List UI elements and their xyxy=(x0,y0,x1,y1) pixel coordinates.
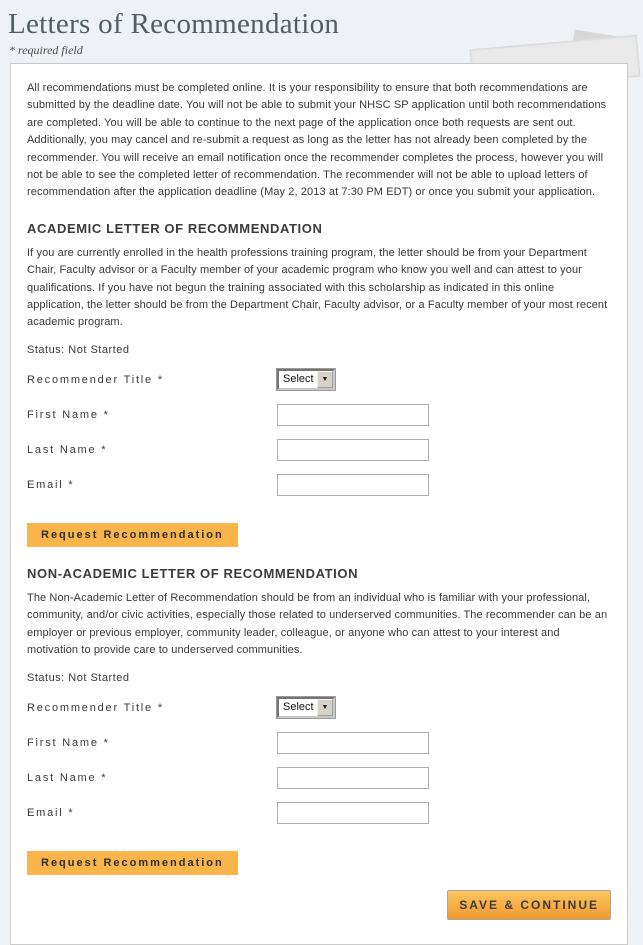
last-name-label: Last Name * xyxy=(27,443,108,456)
intro-paragraph: All recommendations must be completed online. It is your responsibility to ensure that both recommendations are submitted by the deadline date. You will not be able to submit your NHSC SP application until both recommendations are completed. You will be able to continue to the next page of the application once both requests are sent out. Additionally, you may cancel and re-submit a request as long as the letter has not already been completed by the recommender. You will receive an email notification once the recommender completes the process, however you will not be able to see the completed letter of recommendation. The recommender will not be able to upload letters of recommendation after the application deadline (May 2, 2013 at 7:30 PM EDT) or once you submit your application. xyxy=(27,82,607,199)
academic-status-text: Status: Not Started xyxy=(27,343,130,356)
form-row xyxy=(27,439,611,461)
page-header xyxy=(8,8,339,58)
last-name-label: Last Name * xyxy=(27,771,108,784)
form-row xyxy=(27,697,611,719)
recommender-title-label: Recommender Title * xyxy=(27,701,164,714)
academic-form xyxy=(27,369,611,547)
form-row xyxy=(27,767,611,789)
last-name-field[interactable] xyxy=(277,767,429,789)
first-name-label: First Name * xyxy=(27,408,110,421)
chevron-down-icon: ▼ xyxy=(321,376,329,384)
select-value: Select xyxy=(283,701,314,713)
required-field-note: * required field xyxy=(9,43,83,57)
last-name-field[interactable] xyxy=(277,439,429,461)
first-name-field[interactable] xyxy=(277,732,429,754)
form-row xyxy=(27,404,611,426)
email-label: Email * xyxy=(27,478,75,491)
page-title: Letters of Recommendation xyxy=(8,8,340,40)
save-continue-button[interactable]: SAVE & CONTINUE xyxy=(447,890,611,920)
first-name-field[interactable] xyxy=(277,404,429,426)
email-field[interactable] xyxy=(277,802,429,824)
non-academic-section-description: The Non-Academic Letter of Recommendation should be from an individual who is familiar with your professional, community, and/or civic activities, especially those related to underserved communities. The recommender can be an employer or previous employer, community leader, colleague, or anyone who can attest to your interest and motivation to provide care to underserved communities. xyxy=(27,591,608,657)
form-row xyxy=(27,802,611,824)
recommender-title-label: Recommender Title * xyxy=(27,373,164,386)
content-panel xyxy=(10,63,628,945)
chevron-down-icon: ▼ xyxy=(321,704,329,711)
non-academic-status-text: Status: Not Started xyxy=(27,671,130,684)
academic-section-heading: ACADEMIC LETTER OF RECOMMENDATION xyxy=(27,220,323,236)
academic-section-description: If you are currently enrolled in the health professions training program, the letter should be from your Department Chair, Faculty advisor or a Faculty member of your academic program who know you well and can attest to your qualifications. If you have not begun the training associated with this scholarship as indicated in this online application, the letter should be from the Department Chair, Faculty advisor, or a Faculty member of your most recent academic program. xyxy=(27,246,608,329)
form-row xyxy=(27,369,611,391)
first-name-label: First Name * xyxy=(27,736,110,749)
academic-request-recommendation-button[interactable]: Request Recommendation xyxy=(27,523,238,547)
form-row xyxy=(27,474,611,496)
recommender-title-select[interactable] xyxy=(277,369,335,390)
dropdown-button[interactable] xyxy=(317,371,333,388)
non-academic-section-heading: NON-ACADEMIC LETTER OF RECOMMENDATION xyxy=(27,565,359,581)
non-academic-request-recommendation-button[interactable]: Request Recommendation xyxy=(27,851,238,875)
email-label: Email * xyxy=(27,806,75,819)
dropdown-button[interactable] xyxy=(317,699,333,716)
non-academic-form xyxy=(27,697,611,875)
recommender-title-select[interactable] xyxy=(277,697,335,718)
select-value: Select xyxy=(283,373,314,386)
email-field[interactable] xyxy=(277,474,429,496)
footer-actions xyxy=(27,890,611,920)
form-row xyxy=(27,732,611,754)
